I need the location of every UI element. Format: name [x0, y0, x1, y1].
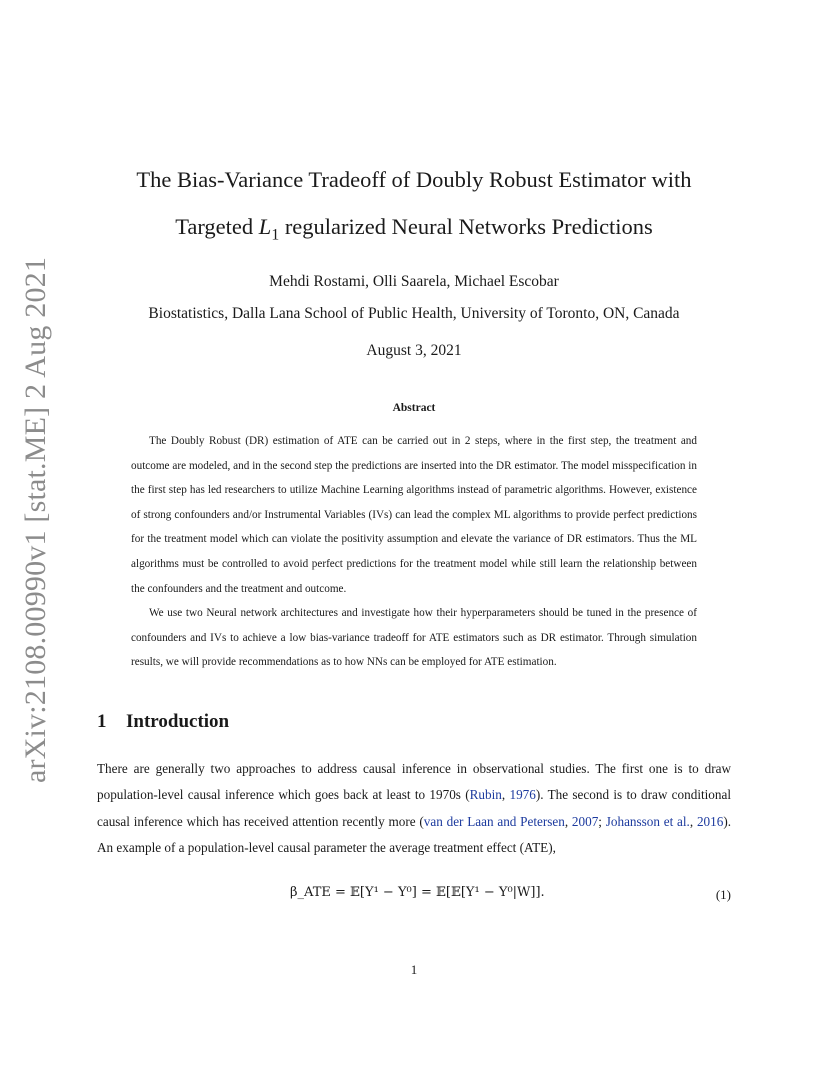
section-heading-introduction	[97, 711, 229, 733]
publication-date: August 3, 2021	[366, 342, 462, 359]
citation-rubin[interactable]: Rubin	[469, 787, 502, 803]
introduction-body	[97, 756, 731, 862]
intro-text-c: ). An example of a population-level causal parameter the average treatment effect (ATE),	[97, 813, 732, 856]
authors: Mehdi Rostami, Olli Saarela, Michael Escobar	[269, 273, 559, 290]
section-number: 1	[97, 711, 107, 732]
page-number: 1	[410, 962, 418, 977]
introduction-paragraph	[97, 756, 731, 862]
paper-title-line-1: The Bias-Variance Tradeoff of Doubly Robust Estimator with	[136, 167, 692, 192]
arxiv-identifier: arXiv:2108.00990v1 [stat.ME] 2 Aug 2021	[19, 256, 52, 784]
section-title: Introduction	[126, 711, 230, 732]
abstract-paragraph-1: The Doubly Robust (DR) estimation of ATE can be carried out in 2 steps, where in the first step, the treatment and outcome are modeled, and in the second step the predictions are inserted into the DR estimator. The model misspecification in the first step has led researchers to utilize Machine Learning algorithms instead of parametric algorithms. However, existence of strong confounders and/or Instrumental Variables (IVs) can lead the complex ML algorithms to provide perfect predictions for the treatment model which can violate the positivity assumption and elevate the variance of DR estimators. Thus the ML algorithms must be controlled to avoid perfect predictions for the treatment model while still learn the relationship between the confounders and the treatment and outcome.	[131, 435, 697, 595]
intro-text-a: There are generally two approaches to address causal inference in observational studies. The first one is to draw population-level causal inference which goes back at least to 1970s (	[97, 761, 731, 803]
citation-separator: ,	[564, 813, 572, 829]
title-math-l: L	[258, 214, 272, 239]
title-text-tail: regularized Neural Networks Predictions	[279, 214, 653, 239]
equation-number: (1)	[715, 887, 731, 902]
abstract-heading: Abstract	[392, 402, 436, 414]
intro-text-b: ). The second is to draw conditional causal inference which has received attention recently more (	[97, 787, 732, 829]
abstract-paragraph-2: We use two Neural network architectures and investigate how their hyperparameters should be tuned in the presence of confounders and IVs to achieve a low bias-variance tradeoff for ATE estimators such as DR estimator. Through simulation results, we will provide recommendations as to how NNs can be employed for ATE estimation.	[131, 607, 697, 669]
citation-van-der-laan-year[interactable]: 2007	[571, 813, 599, 829]
citation-rubin-year[interactable]: 1976	[509, 787, 536, 803]
citation-van-der-laan[interactable]: van der Laan and Petersen	[423, 813, 565, 829]
arxiv-sidebar	[10, 256, 62, 784]
title-math-subscript: 1	[271, 226, 280, 244]
affiliation: Biostatistics, Dalla Lana School of Public Health, University of Toronto, ON, Canada	[148, 305, 680, 322]
citation-johansson[interactable]: Johansson et al.	[605, 813, 690, 829]
title-text: Targeted	[175, 214, 259, 239]
abstract-body	[131, 429, 697, 675]
citation-johansson-year[interactable]: 2016	[696, 813, 724, 829]
paper-title-line-2	[60, 214, 768, 245]
citation-separator: ,	[501, 787, 510, 803]
equation-1	[97, 885, 731, 909]
equation-expression: β_ATE = 𝔼[Y¹ − Y⁰] = 𝔼[𝔼[Y¹ − Y⁰|W]].	[290, 885, 545, 900]
citation-separator: ;	[598, 813, 606, 829]
citation-separator: ,	[689, 813, 697, 829]
